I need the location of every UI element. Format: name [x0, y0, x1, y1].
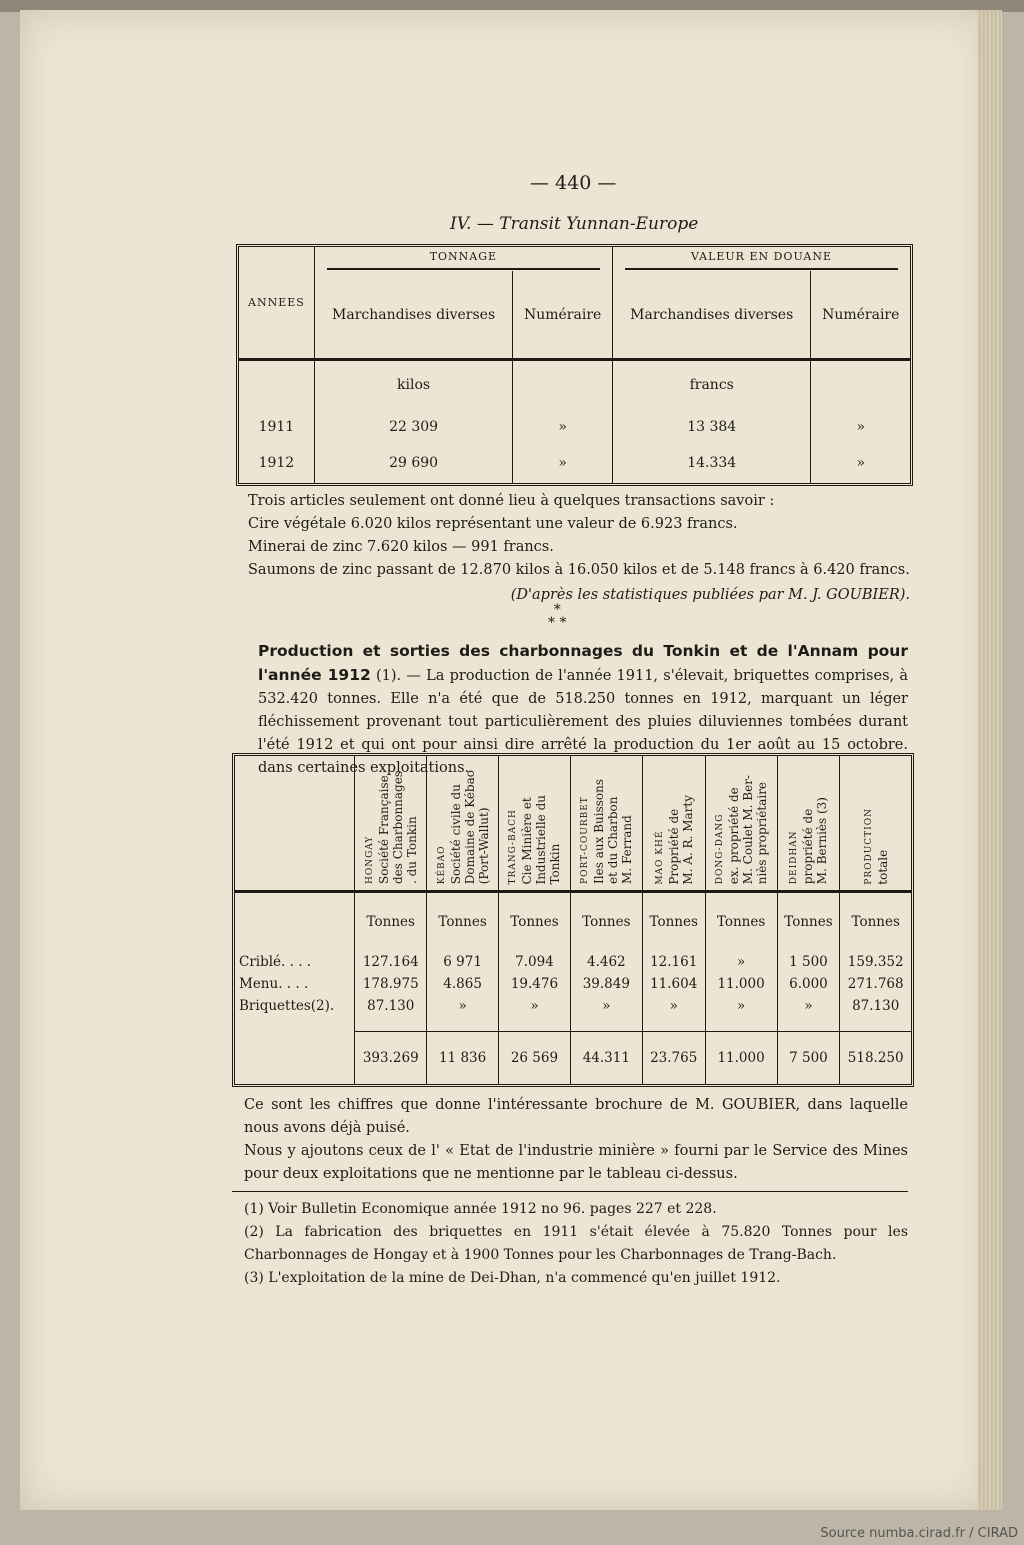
- header-tonnage: TONNAGE: [314, 247, 612, 271]
- spacer: [235, 1017, 355, 1032]
- column-header-name: KÉBAO: [436, 845, 447, 885]
- footnote-3: (3) L'exploitation de la mine de Dei-Dhan, n'a commencé qu'en juillet 1912.: [244, 1270, 781, 1286]
- column-header-name: PORT-COURBET: [580, 796, 591, 885]
- transit-table: [236, 244, 913, 486]
- citation: (D'après les statistiques publiées par M. J. GOUBIER).: [510, 587, 910, 603]
- value-cell: 178.975: [355, 973, 427, 995]
- column-header-desc: Société Française des Charbonnages . du Tonkin: [376, 771, 419, 885]
- value-cell: »: [705, 995, 777, 1017]
- valeur-cell: 13 384: [612, 410, 811, 443]
- value-cell: »: [499, 995, 571, 1017]
- note-line: Minerai de zinc 7.620 kilos — 991 francs.: [248, 539, 554, 555]
- header-row: [235, 756, 911, 892]
- spacer-cell: [777, 1017, 840, 1032]
- table-row: [235, 973, 911, 995]
- unit-cell: Tonnes: [705, 892, 777, 951]
- unit-cell: Tonnes: [840, 892, 911, 951]
- value-cell: 271.768: [840, 973, 911, 995]
- column-header: [427, 756, 499, 892]
- column-header-name: TRANG-BACH: [508, 809, 519, 885]
- column-header: [355, 756, 427, 892]
- header-tonnage-numeraire: Numéraire: [513, 271, 613, 359]
- value-cell: »: [642, 995, 705, 1017]
- spacer-cell: [840, 1017, 911, 1032]
- book-spine-edge: [978, 10, 1002, 1510]
- column-header-desc: Cie Minière et Industrielle du Tonkin: [520, 794, 563, 885]
- column-header-text: [862, 808, 890, 885]
- column-header-text: [435, 770, 491, 884]
- header-valeur-marchandises: Marchandises diverses: [612, 271, 811, 359]
- year-cell: 1912: [258, 455, 295, 472]
- column-header-text: [578, 779, 634, 884]
- tonnage-num-cell: »: [513, 443, 613, 483]
- table-row: [239, 410, 910, 443]
- value-cell: »: [570, 995, 642, 1017]
- totals-row: [235, 1031, 911, 1084]
- value-cell: 1 500: [777, 951, 840, 973]
- totals-label: [235, 1031, 355, 1084]
- value-cell: 159.352: [840, 951, 911, 973]
- production-text: (1). — La production de l'année 1911, s'élevait, briquettes comprises, à 532.420 tonnes. Elle n'a été que de 518.250 tonnes en 1912, marquant un léger fléchissement provenant tout particulièrement des pluies diluviennes tombées durant l'été 1912 et qui ont pour ainsi dire arrêté la production du 1er août au 15 octobre. dans certaines exploitations.: [258, 668, 908, 776]
- footnote-divider: [232, 1191, 908, 1192]
- unit-cell: Tonnes: [427, 892, 499, 951]
- total-cell: 11.000: [705, 1031, 777, 1084]
- asterism: * * *: [548, 602, 567, 631]
- note-line: Cire végétale 6.020 kilos représentant une valeur de 6.923 francs.: [248, 516, 738, 532]
- footnote-1: (1) Voir Bulletin Economique année 1912 no 96. pages 227 et 228.: [244, 1201, 717, 1217]
- column-header-text: [363, 771, 419, 884]
- valeur-num-cell: »: [811, 443, 910, 483]
- unit-cell: Tonnes: [777, 892, 840, 951]
- column-header: [642, 756, 705, 892]
- column-header-text: [713, 775, 769, 884]
- note-line: Saumons de zinc passant de 12.870 kilos à 16.050 kilos et de 5.148 francs à 6.420 francs.: [248, 562, 910, 578]
- closing-line: Nous y ajoutons ceux de l' « Etat de l'industrie minière » fourni par le Service des Mines pour deux exploitations que ne mentionne par le tableau ci-dessus.: [244, 1143, 908, 1182]
- column-header-name: PRODUCTION: [863, 807, 874, 885]
- value-cell: 7.094: [499, 951, 571, 973]
- table-row: [235, 951, 911, 973]
- header-annees: ANNEES: [239, 247, 314, 359]
- column-header-desc: Société civile du Domaine de Kébao (Port-Wallut): [448, 770, 491, 885]
- row-label: Criblé. . . .: [239, 953, 312, 970]
- value-cell: 127.164: [355, 951, 427, 973]
- column-header-name: DEIDHAN: [789, 830, 800, 885]
- header-valeur: VALEUR EN DOUANE: [612, 247, 910, 271]
- total-cell: 11 836: [427, 1031, 499, 1084]
- value-cell: 6.000: [777, 973, 840, 995]
- tonnage-num-cell: »: [513, 410, 613, 443]
- column-header-desc: propriété de M. Berniès (3): [801, 797, 830, 885]
- header-tonnage-marchandises: Marchandises diverses: [314, 271, 513, 359]
- column-header-name: HONGAY: [364, 836, 375, 885]
- valeur-num-cell: »: [811, 410, 910, 443]
- spacer-cell: [570, 1017, 642, 1032]
- column-header-text: [653, 795, 695, 885]
- tonnage-cell: 22 309: [314, 410, 513, 443]
- column-header-text: [506, 795, 562, 885]
- header-corner: [235, 756, 355, 892]
- column-header-desc: Iles aux Buissons et du Charbon M. Ferrand: [592, 779, 635, 885]
- column-header: [705, 756, 777, 892]
- spacer-cell: [642, 1017, 705, 1032]
- value-cell: 87.130: [840, 995, 911, 1017]
- row-label: Menu. . . .: [239, 975, 309, 992]
- unit-kilos: kilos: [314, 359, 513, 410]
- total-cell: 7 500: [777, 1031, 840, 1084]
- source-credit: Source numba.cirad.fr / CIRAD: [820, 1526, 1018, 1541]
- spacer-cell: [705, 1017, 777, 1032]
- header-valeur-numeraire: Numéraire: [811, 271, 910, 359]
- closing-paragraph: [244, 1094, 908, 1186]
- footnote-2: (2) La fabrication des briquettes en 1911 s'était élevée à 75.820 Tonnes pour les Charbonnages de Hongay et à 1900 Tonnes pour les Charbonnages de Trang-Bach.: [244, 1224, 908, 1263]
- column-header: [570, 756, 642, 892]
- production-heading: Production et sorties des charbonnages du Tonkin et de l'Annam pour l'année 1912: [258, 642, 908, 684]
- value-cell: 11.604: [642, 973, 705, 995]
- value-cell: »: [777, 995, 840, 1017]
- spacer-cell: [355, 1017, 427, 1032]
- total-cell: 518.250: [840, 1031, 911, 1084]
- column-header: [499, 756, 571, 892]
- column-header-text: [787, 797, 829, 884]
- unit-cell: Tonnes: [499, 892, 571, 951]
- footnotes: [244, 1198, 908, 1290]
- total-cell: 44.311: [570, 1031, 642, 1084]
- value-cell: »: [705, 951, 777, 973]
- column-header-name: MAO KHÉ: [654, 830, 665, 885]
- total-cell: 393.269: [355, 1031, 427, 1084]
- value-cell: 39.849: [570, 973, 642, 995]
- column-header: [840, 756, 911, 892]
- total-cell: 26 569: [499, 1031, 571, 1084]
- value-cell: 4.865: [427, 973, 499, 995]
- page-number: — 440 —: [530, 172, 617, 194]
- spacer-row: [235, 1017, 911, 1032]
- note-line: Trois articles seulement ont donné lieu à quelques transactions savoir :: [248, 493, 775, 509]
- unit-cell: Tonnes: [642, 892, 705, 951]
- closing-line: Ce sont les chiffres que donne l'intéressante brochure de M. GOUBIER, dans laquelle nous avons déjà puisé.: [244, 1097, 908, 1136]
- value-cell: 12.161: [642, 951, 705, 973]
- column-header-desc: Propriété de M. A. R. Marty: [666, 794, 695, 885]
- value-cell: 6 971: [427, 951, 499, 973]
- column-header-desc: ex. propriété de M. Coulet M. Ber- niès propriétaire: [727, 775, 770, 885]
- value-cell: 19.476: [499, 973, 571, 995]
- tonnage-cell: 29 690: [314, 443, 513, 483]
- column-header-name: DONG-DANG: [715, 813, 726, 885]
- unit-cell: Tonnes: [355, 892, 427, 951]
- column-header: [777, 756, 840, 892]
- table-row: [239, 443, 910, 483]
- unit-francs: francs: [612, 359, 811, 410]
- transit-notes: [248, 490, 910, 607]
- section-title: IV. — Transit Yunnan-Europe: [450, 214, 699, 234]
- spacer-cell: [499, 1017, 571, 1032]
- unit-corner: [235, 892, 355, 951]
- valeur-cell: 14.334: [612, 443, 811, 483]
- total-cell: 23.765: [642, 1031, 705, 1084]
- table-row: [235, 995, 911, 1017]
- year-cell: 1911: [258, 418, 295, 435]
- value-cell: »: [427, 995, 499, 1017]
- row-label: Briquettes(2).: [239, 997, 335, 1014]
- value-cell: 87.130: [355, 995, 427, 1017]
- column-header-desc: totale: [875, 849, 890, 885]
- unit-row: [235, 892, 911, 951]
- spacer-cell: [427, 1017, 499, 1032]
- value-cell: 11.000: [705, 973, 777, 995]
- production-table: [232, 753, 914, 1087]
- value-cell: 4.462: [570, 951, 642, 973]
- unit-cell: Tonnes: [570, 892, 642, 951]
